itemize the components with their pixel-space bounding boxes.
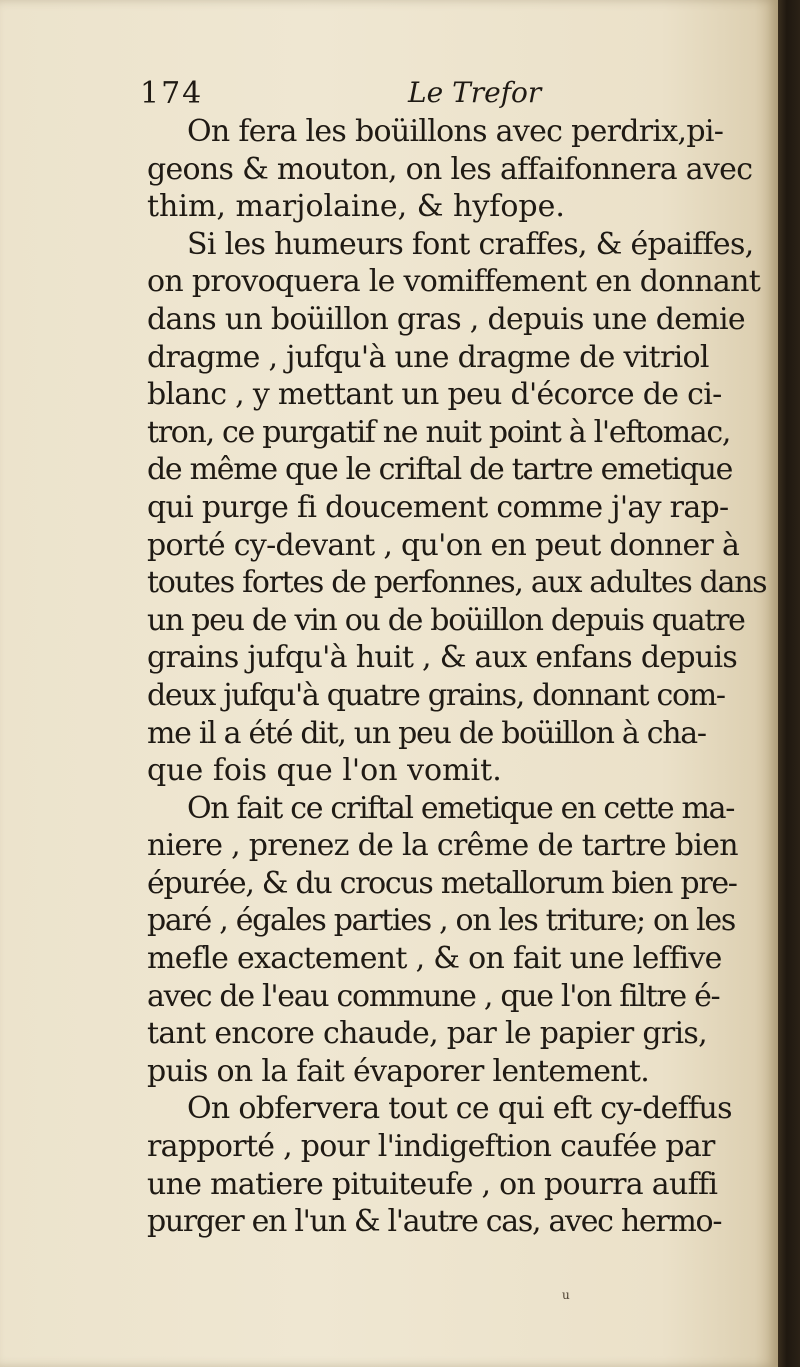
running-title: Le Trefor — [408, 76, 542, 109]
footer-mark: u — [562, 1288, 570, 1302]
text-line: deux jufqu'à quatre grains, donnant com- — [147, 677, 725, 713]
text-line: thim, marjolaine, & hyfope. — [147, 189, 565, 225]
text-line: purger en l'un & l'autre cas, avec hermo- — [147, 1204, 722, 1240]
text-line: niere , prenez de la crême de tartre bien — [147, 828, 738, 864]
text-line: mefle exactement , & on fait une leffive — [147, 941, 722, 977]
text-line: tant encore chaude, par le papier gris, — [147, 1016, 707, 1052]
text-line: dans un boüillon gras , depuis une demie — [147, 301, 745, 337]
text-line: paré , égales parties , on les triture; on les — [147, 903, 735, 939]
text-line: porté cy-devant , qu'on en peut donner à — [147, 527, 740, 563]
text-line: avec de l'eau commune , que l'on filtre é- — [147, 978, 720, 1014]
text-line: que fois que l'on vomit. — [147, 753, 502, 789]
text-line: toutes fortes de perfonnes, aux adultes dans — [147, 565, 767, 601]
text-line: grains jufqu'à huit , & aux enfans depuis — [147, 640, 738, 676]
text-line: de même que le criftal de tartre emetique — [147, 452, 733, 488]
text-line: me il a été dit, un peu de boüillon à cha- — [147, 715, 706, 751]
text-line: On fait ce criftal emetique en cette ma- — [187, 790, 735, 826]
text-line: On fera les boüillons avec perdrix,pi- — [187, 114, 724, 149]
text-line: rapporté , pour l'indigeftion caufée par — [147, 1129, 715, 1165]
text-line: une matiere pituiteufe , on pourra auffi — [147, 1166, 718, 1202]
text-line: blanc , y mettant un peu d'écorce de ci- — [147, 377, 722, 413]
text-line: On obfervera tout ce qui eft cy-deffus — [187, 1091, 732, 1127]
text-line: Si les humeurs font craffes, & épaiffes, — [187, 226, 754, 262]
text-line: tron, ce purgatif ne nuit point à l'eftomac, — [147, 414, 731, 450]
page-header — [140, 72, 760, 116]
text-line: un peu de vin ou de boüillon depuis quatre — [147, 602, 745, 638]
book-spine-edge — [778, 0, 800, 1367]
text-line: geons & mouton, on les affaifonnera avec — [147, 151, 753, 187]
body-text — [147, 113, 767, 1241]
text-line: on provoquera le vomiffement en donnant — [147, 264, 761, 300]
text-line: qui purge fi doucement comme j'ay rap- — [147, 489, 729, 525]
page-number: 174 — [140, 76, 204, 111]
text-line: puis on la fait évaporer lentement. — [147, 1053, 650, 1089]
text-line: dragme , jufqu'à une dragme de vitriol — [147, 339, 709, 375]
text-line: épurée, & du crocus metallorum bien pre- — [147, 865, 737, 901]
